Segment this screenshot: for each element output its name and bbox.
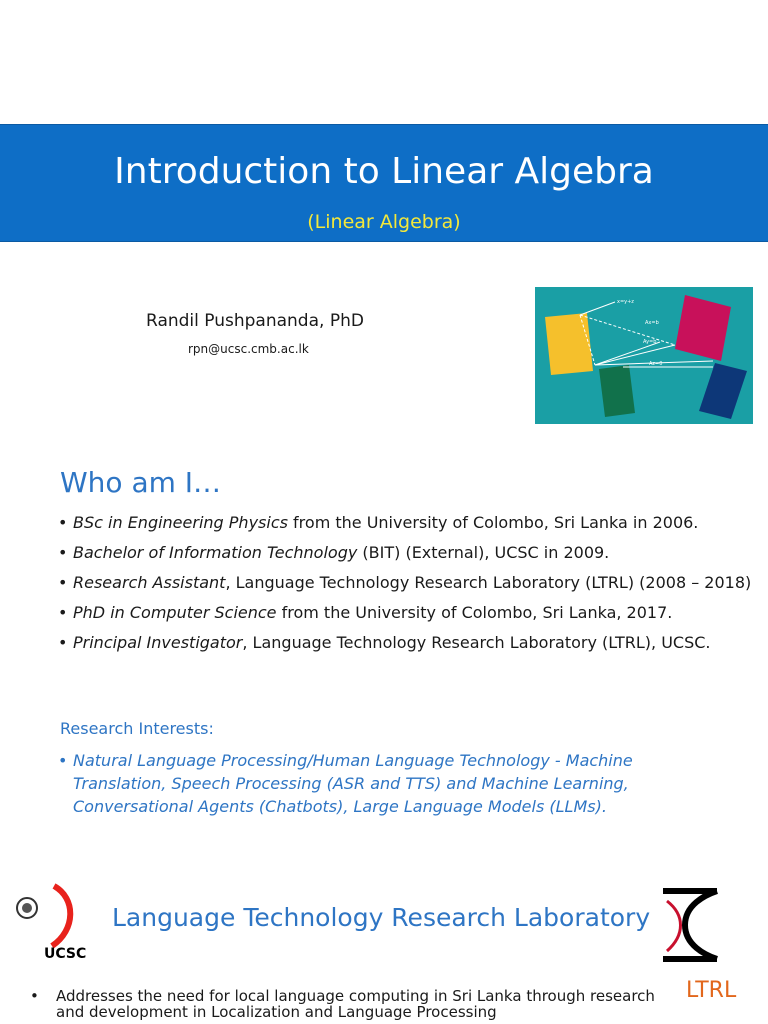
bio-item xyxy=(58,572,758,594)
section-heading: Who am I… xyxy=(60,466,222,499)
author-name: Randil Pushpananda, PhD xyxy=(146,311,364,331)
ltrl-logo xyxy=(655,885,725,965)
ucsc-logo xyxy=(14,880,104,960)
figure-label: Az=0 xyxy=(649,361,663,367)
bio-list xyxy=(58,512,758,662)
lab-heading: Language Technology Research Laboratory xyxy=(112,903,651,932)
red-parallelogram xyxy=(675,295,731,361)
bio-item-emphasis: BSc in Engineering Physics xyxy=(73,513,288,532)
slide-title: Introduction to Linear Algebra xyxy=(114,151,654,192)
research-interests-label: Research Interests: xyxy=(60,719,214,738)
green-parallelogram xyxy=(599,365,635,417)
bio-item xyxy=(58,632,758,654)
bio-item-text: from the University of Colombo, Sri Lanka in 2006. xyxy=(287,513,699,532)
lab-description-list xyxy=(30,988,680,1020)
bio-item-text: (BIT) (External), UCSC in 2009. xyxy=(357,543,610,562)
bio-item xyxy=(58,602,758,624)
linear-algebra-figure xyxy=(535,287,753,424)
bio-item-text: , Language Technology Research Laboratory (LTRL) (2008 – 2018) xyxy=(225,573,752,592)
title-banner xyxy=(0,124,768,242)
research-interest-item: • Natural Language Processing/Human Language Technology - Machine Translation, Speech Processing (ASR and TTS) and Machine Learning, Conversational Agents (Chatbots), Large Language Models (LLMs). xyxy=(58,749,708,818)
bio-item-text: , Language Technology Research Laboratory (LTRL), UCSC. xyxy=(242,633,711,652)
bio-item-text: from the University of Colombo, Sri Lanka, 2017. xyxy=(276,603,673,622)
bio-item-emphasis: Principal Investigator xyxy=(73,633,243,652)
ucsc-logo-text: UCSC xyxy=(44,946,87,960)
figure-label: x=y+z xyxy=(617,299,634,305)
bio-item-emphasis: Bachelor of Information Technology xyxy=(73,543,358,562)
bio-item xyxy=(58,512,758,534)
figure-label: Ay=b xyxy=(643,339,657,345)
research-interests-list xyxy=(58,749,708,818)
slide-subtitle: (Linear Algebra) xyxy=(307,211,461,233)
ltrl-logo-text: LTRL xyxy=(686,978,737,1003)
bio-item xyxy=(58,542,758,564)
figure-label: Ax=b xyxy=(645,320,659,326)
yellow-parallelogram xyxy=(545,313,593,375)
bio-item-emphasis: Research Assistant xyxy=(73,573,226,592)
lab-description-item: • Addresses the need for local language computing in Sri Lanka through research and development in Localization and Language Processing xyxy=(30,988,680,1020)
author-email: rpn@ucsc.cmb.ac.lk xyxy=(188,342,309,356)
bio-item-emphasis: PhD in Computer Science xyxy=(73,603,277,622)
